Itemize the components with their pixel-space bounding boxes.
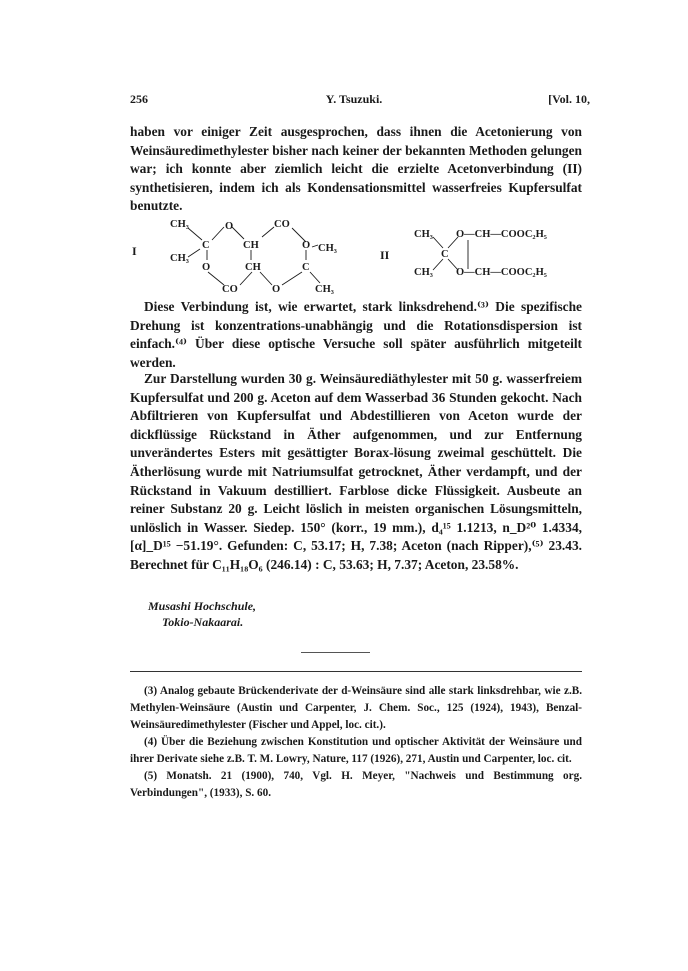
paragraph-preparation [130, 370, 582, 575]
footnote: (5) Monatsh. 21 (1900), 740, Vgl. H. Meyer, "Nachweis und Bestimmung org. Verbindungen", (1933), S. 60. [130, 770, 582, 799]
formula-text: CH₃ [315, 284, 334, 295]
running-author: Y. Tsuzuki. [325, 92, 383, 106]
paragraph-rotation [130, 298, 582, 372]
formula-text: CH₃ [414, 229, 433, 240]
formula-text: CH₃ [170, 253, 189, 264]
volume-label: [Vol. 10, [548, 92, 590, 106]
affiliation-line: Musashi Hochschule, [148, 599, 257, 613]
paragraph-intro [130, 123, 582, 216]
footnote: (4) Über die Beziehung zwischen Konstitution und optischer Aktivität der Weinsäure und ihrer Derivate siehe z.B. T. M. Lowry, Nature, 117 (1926), 271, Austin und Carpenter, loc. cit. [130, 736, 582, 765]
formula-text: O [225, 221, 234, 232]
page-number: 256 [130, 92, 148, 106]
formula-text: O—CH—COOC₂H₅ [456, 229, 547, 240]
running-header [118, 92, 590, 110]
formula-text: O—CH—COOC₂H₅ [456, 267, 547, 278]
formula-text: CO [222, 284, 238, 295]
formula-text: CH [243, 240, 259, 251]
paragraph-text: Diese Verbindung ist, wie erwartet, stark linksdrehend.⁽³⁾ Die spezifische Drehung ist konzentrations-unabhängig und die Rotationsdispersion ist einfach.⁽⁴⁾ Über diese optische Versuche soll später ausführlich mitgeteilt werden. [130, 299, 582, 370]
formula-text: CH [245, 262, 261, 273]
paragraph-text: Zur Darstellung wurden 30 g. Weinsäurediäthylester mit 50 g. wasserfreiem Kupfersulfat und 200 g. Aceton auf dem Wasserbad 36 Stunden gekocht. Nach Abfiltrieren von Kupfersulfat und Abdestillieren von Aceton wurde der dickflüssige Rückstand in Äther aufgenommen, und zur Entfernung unverändertes Esters mit gesättigter Borax-lösung zweimal geschüttelt. Die Ätherlösung wurde mit Natriumsulfat getrocknet, Äther verdampft, und der Rückstand in Vakuum destilliert. Farblose dicke Flüssigkeit. Ausbeute an reiner Substanz 20 g. Leicht löslich in meisten organischen Lösungsmitteln, unlöslich in Wasser. Siedep. 150° (korr., 19 mm.), d₄¹⁵ 1.1213, n_D²⁰ 1.4334, [α]_D¹⁵ −51.19°. Gefunden: C, 53.17; H, 7.38; Aceton (nach Ripper),⁽⁵⁾ 23.43. Berechnet für C₁₁H₁₈O₆ (246.14) : C, 53.63; H, 7.37; Aceton, 23.58%. [130, 371, 582, 572]
formula-text: CH₃ [318, 243, 337, 254]
formula-label-II: II [380, 248, 390, 262]
formula-text: C [202, 240, 210, 251]
footnote-rule [130, 671, 582, 672]
formula-text: O [272, 284, 281, 295]
affiliation [148, 598, 256, 630]
formula-diagram [130, 215, 582, 295]
footnote: (3) Analog gebaute Brückenderivate der d-Weinsäure sind alle stark linksdrehbar, wie z.B. Methylen-Weinsäure (Austin und Carpenter, J. Chem. Soc., 125 (1924), 1943), Benzal-Weinsäuredimethylester (Fischer und Appel, loc. cit.). [130, 685, 582, 731]
formula-text: C [441, 249, 449, 260]
footnotes [130, 683, 582, 802]
paragraph-text: haben vor einiger Zeit ausgesprochen, dass ihnen die Acetonierung von Weinsäuredimethylester bisher nach keiner der bekannten Methoden gelungen war; ich konnte aber ziemlich leicht die erzielte Acetonverbindung (II) synthetisieren, indem ich als Kondensationsmittel wasserfreies Kupfersulfat benutzte. [130, 124, 582, 214]
formula-label-I: I [132, 244, 137, 258]
formula-text: O [302, 240, 311, 251]
affiliation-line: Tokio-Nakaarai. [162, 615, 244, 629]
section-divider [301, 652, 370, 653]
formula-text: CH₃ [170, 219, 189, 230]
formula-text: CO [274, 219, 290, 230]
formula-text: C [302, 262, 310, 273]
structural-formulas [130, 215, 582, 295]
formula-text: CH₃ [414, 267, 433, 278]
formula-text: O [202, 262, 211, 273]
